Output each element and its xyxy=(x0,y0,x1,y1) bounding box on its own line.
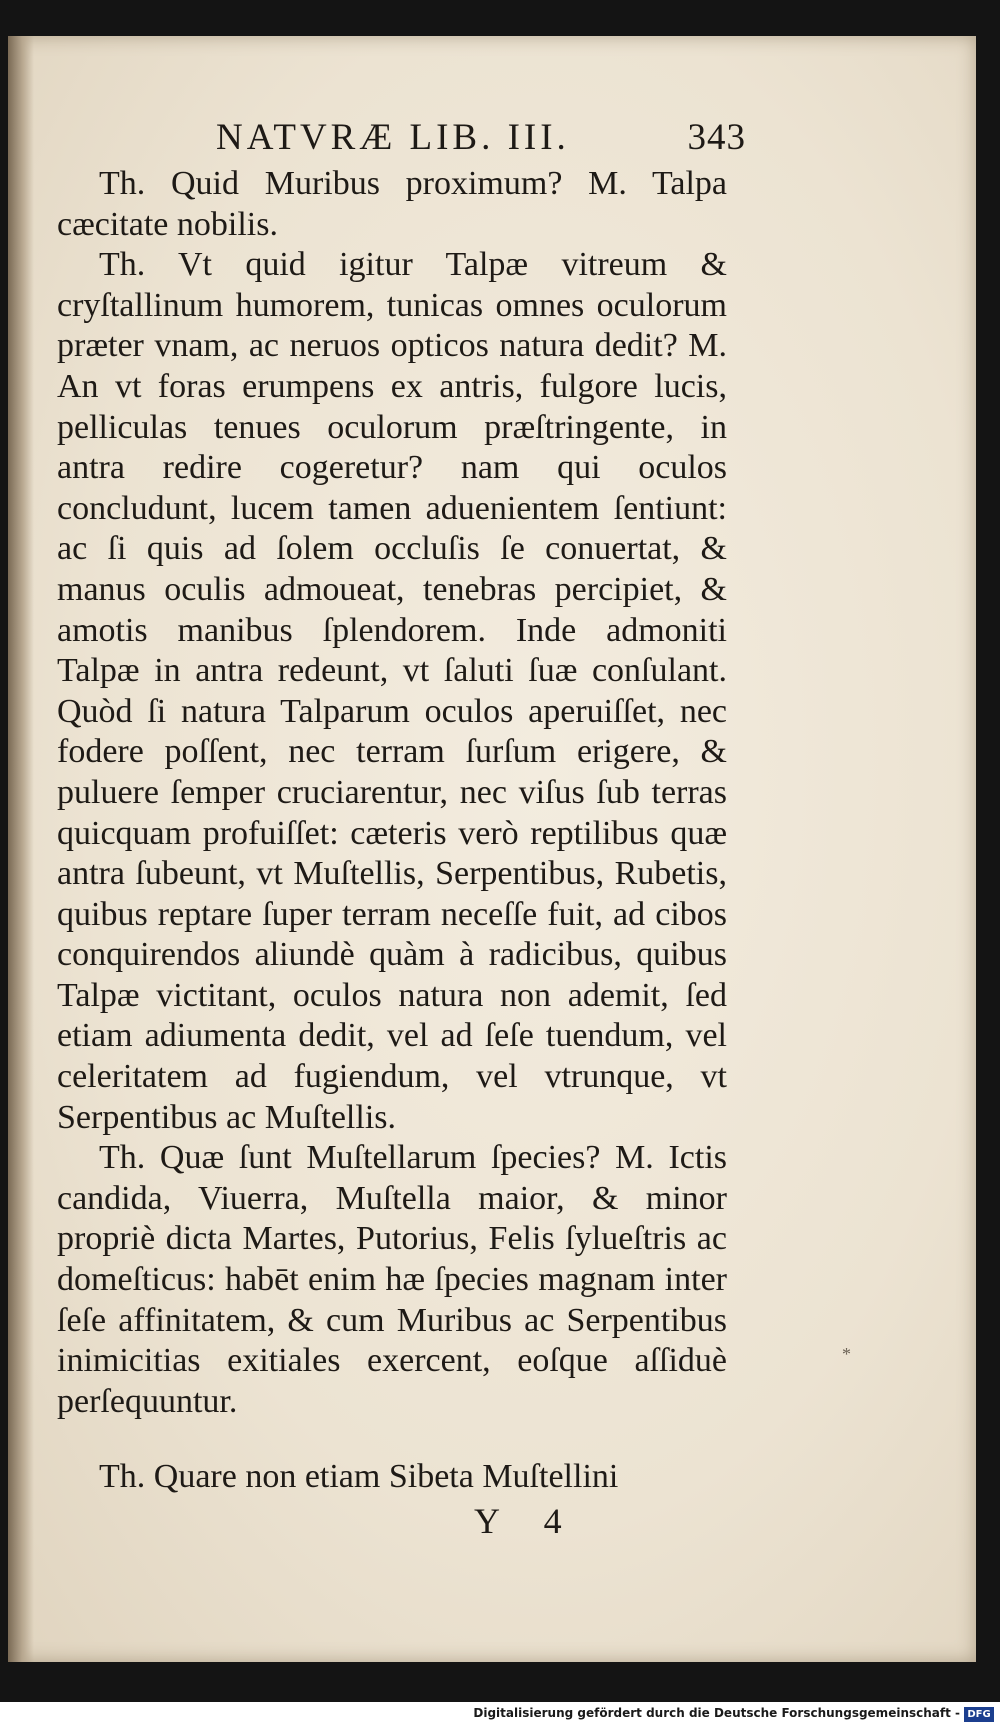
funding-note: Digitalisierung gefördert durch die Deutsche Forschungsgemeinschaft - xyxy=(473,1706,960,1720)
paragraph-1: Th. Quid Muribus proximum? M. Talpa cæcitate nobilis. xyxy=(57,165,727,243)
page-header xyxy=(216,116,746,159)
digitization-footer xyxy=(0,1702,1000,1728)
paper-speck: * xyxy=(842,1344,851,1364)
catchline-paragraph: Th. Quare non etiam Sibeta Muſtellini xyxy=(99,1458,619,1495)
paragraph-2: Th. Vt quid igitur Talpæ vitreum & cryſtallinum humorem, tunicas omnes oculorum præter vnam, ac neruos opticos natura dedit? M. An vt foras erumpens ex antris, fulgore lucis, pelliculas tenues oculorum præſtringente, in antra redire cogeretur? nam qui oculos concludunt, lucem tamen aduenientem ſentiunt: ac ſi quis ad ſolem occluſis ſe conuertat, & manus oculis admoueat, tenebras percipiet, & amotis manibus ſplendorem. Inde admoniti Talpæ in antra redeunt, vt ſaluti ſuæ conſulant. Quòd ſi natura Talparum oculos aperuiſſet, nec fodere poſſent, nec terram ſurſum erigere, & puluere ſemper cruciarentur, nec viſus ſub terras quicquam profuiſſet: cæteris verò reptilibus quæ antra ſubeunt, vt Muſtellis, Serpentibus, Rubetis, quibus reptare ſuper terram neceſſe fuit, ad cibos conquirendos aliundè quàm à radicibus, quibus Talpæ victitant, oculos natura non ademit, ſed etiam adiumenta dedit, vel ad ſeſe tuendum, vel celeritatem ad fugiendum, vel vtrunque, vt Serpentibus ac Muſtellis. xyxy=(57,246,727,1136)
dfg-logo: DFG xyxy=(964,1707,994,1722)
running-head: NATVRÆ LIB. III. xyxy=(216,117,570,158)
paragraph-3: Th. Quæ ſunt Muſtellarum ſpecies? M. Ictis candida, Viuerra, Muſtella maior, & minor propriè dicta Martes, Putorius, Felis ſylueſtris ac domeſticus: habēt enim hæ ſpecies magnam inter ſeſe affinitatem, & cum Muribus ac Serpentibus inimicitias exitiales exercent, eoſque aſſiduè perſequuntur. xyxy=(57,1139,727,1420)
signature-mark: Y 4 xyxy=(474,1501,580,1541)
page-gutter xyxy=(8,36,34,1662)
body-text xyxy=(57,164,727,1422)
page-number: 343 xyxy=(687,117,746,158)
